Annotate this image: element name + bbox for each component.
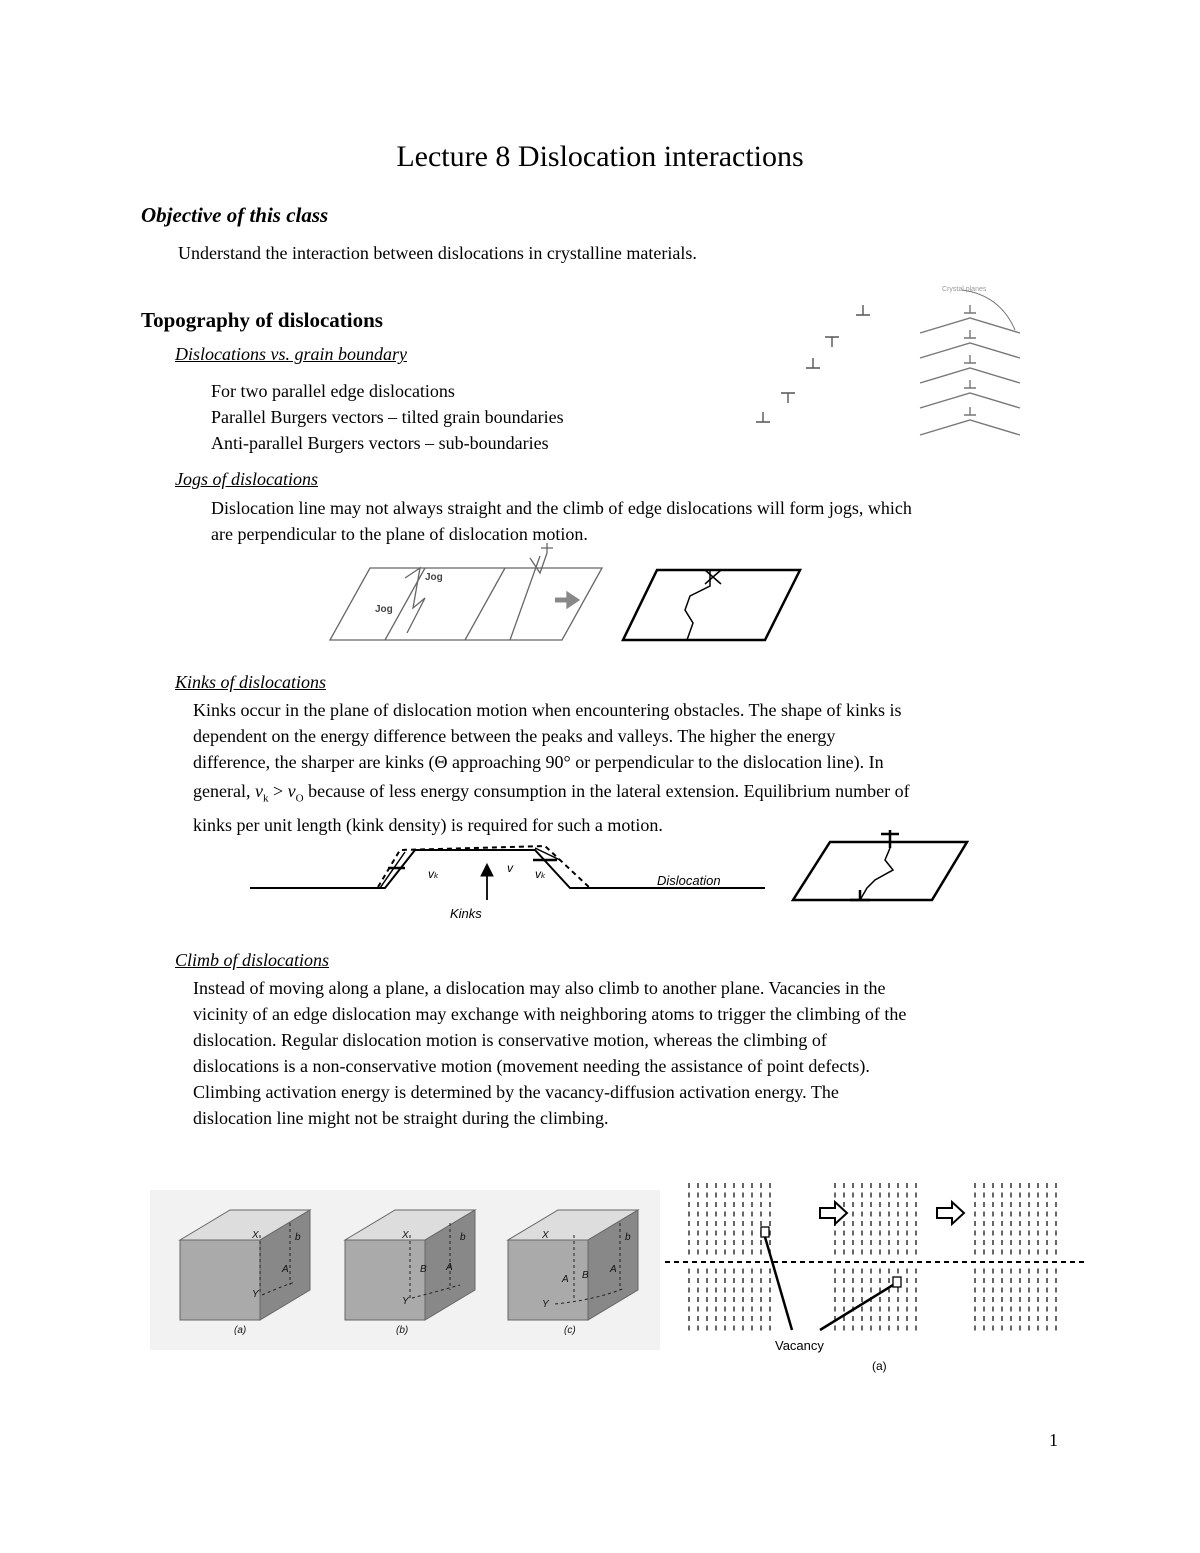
panel-label: (c) <box>564 1325 576 1336</box>
edge-dislocation-symbol <box>856 305 870 315</box>
jogs-line: are perpendicular to the plane of dislocation motion. <box>211 524 588 544</box>
dislocation-line <box>860 848 893 900</box>
jogs-line: Dislocation line may not always straight and the climb of edge dislocations will form jogs, which <box>211 498 912 518</box>
kinks-subheading: Kinks of dislocations <box>175 672 327 692</box>
y-label: Y <box>252 1289 259 1300</box>
a-label: A <box>562 1274 569 1285</box>
v-label: v <box>507 861 513 875</box>
jog-segment <box>405 568 425 633</box>
jog-label: Jog <box>375 604 393 615</box>
grain-boundary-line: For two parallel edge dislocations <box>211 381 455 401</box>
crystal-planes-label: Crystal planes <box>942 286 987 293</box>
objective-heading: Objective of this class <box>141 203 329 227</box>
kinks-line: general, $v_k > v_O$ because of less energy consumption in the lateral extension. Equilibrium number of <box>193 781 910 805</box>
jogs-subheading: Jogs of dislocations <box>175 469 318 489</box>
vk-label: vₖ <box>428 867 440 881</box>
edge-dislocation-symbol <box>806 358 820 368</box>
jog-figure <box>325 548 815 648</box>
climb-block-figure <box>150 1190 660 1350</box>
edge-dislocation-symbol <box>825 337 839 347</box>
climb-line: Climbing activation energy is determined by the vacancy-diffusion activation energy. The <box>193 1082 839 1102</box>
burgers-label: b <box>460 1232 466 1243</box>
dislocation-label: Dislocation <box>657 873 721 888</box>
slip-plane <box>793 842 967 900</box>
x-label: X <box>402 1230 409 1241</box>
climb-subheading: Climb of dislocations <box>175 950 330 970</box>
grain-boundary-line: Anti-parallel Burgers vectors – sub-boundaries <box>211 433 549 453</box>
x-label: X <box>252 1230 259 1241</box>
edge-dislocation-symbol <box>781 393 795 403</box>
kinks-text <box>193 697 910 838</box>
grain-boundary-text <box>211 378 564 456</box>
lattice-caption: (a) <box>872 1359 887 1373</box>
climb-line: dislocations is a non-conservative motion (movement needing the assistance of point defects). <box>193 1056 870 1076</box>
next-arrow-icon <box>820 1202 964 1224</box>
objective-text: Understand the interaction between dislocations in crystalline materials. <box>178 243 697 263</box>
vacancy-label: Vacancy <box>775 1338 824 1353</box>
topography-heading: Topography of dislocations <box>141 308 383 332</box>
climb-line: dislocation. Regular dislocation motion is conservative motion, whereas the climbing of <box>193 1030 827 1050</box>
y-label: Y <box>542 1299 549 1310</box>
y-label: Y <box>402 1296 409 1307</box>
x-label: X <box>542 1230 549 1241</box>
kinks-line: dependent on the energy difference between the peaks and valleys. The higher the energy <box>193 726 836 746</box>
lattice-climb-figure <box>665 1175 1105 1375</box>
climb-line: dislocation line might not be straight during the climbing. <box>193 1108 609 1128</box>
panel-label: (a) <box>234 1325 247 1336</box>
kinks-label: Kinks <box>450 906 482 921</box>
a-label: A <box>446 1262 453 1273</box>
jogs-text <box>211 495 912 547</box>
climb-line: Instead of moving along a plane, a dislocation may also climb to another plane. Vacancies in the <box>193 978 886 998</box>
page-title: Lecture 8 Dislocation interactions <box>396 140 804 173</box>
jog-segment <box>705 570 721 584</box>
slip-plane <box>330 568 602 640</box>
grain-boundary-line: Parallel Burgers vectors – tilted grain boundaries <box>211 407 564 427</box>
grain-boundary-figure <box>740 280 1040 440</box>
dislocation-symbols <box>756 305 870 422</box>
vk-label: vₖ <box>535 867 547 881</box>
a-label: A <box>282 1264 289 1275</box>
displaced-dislocation-line <box>378 846 590 888</box>
panel-label: (b) <box>396 1325 409 1336</box>
b-label: B <box>582 1270 589 1281</box>
a-label: A <box>610 1264 617 1275</box>
jog-label: Jog <box>425 572 443 583</box>
climb-line: vicinity of an edge dislocation may exchange with neighboring atoms to trigger the climbing of the <box>193 1004 907 1024</box>
motion-arrow-head <box>567 592 579 608</box>
atomic-lattice <box>689 1183 1056 1331</box>
kinks-line: difference, the sharper are kinks (Θ approaching 90° or perpendicular to the dislocation line). In <box>193 752 884 772</box>
burgers-label: b <box>295 1232 301 1243</box>
climb-text <box>193 975 906 1131</box>
crystal-plane-lines <box>920 290 1020 435</box>
edge-dislocation-symbol <box>756 412 770 422</box>
kinks-line: Kinks occur in the plane of dislocation motion when encountering obstacles. The shape of kinks is <box>193 700 902 720</box>
page-number: 1 <box>1049 1430 1058 1450</box>
kinks-line: kinks per unit length (kink density) is required for such a motion. <box>193 814 663 835</box>
b-label: B <box>420 1264 427 1275</box>
burgers-label: b <box>625 1232 631 1243</box>
grain-boundary-subheading: Dislocations vs. grain boundary <box>175 344 407 364</box>
dislocation-line <box>685 570 710 640</box>
kinks-figure <box>245 830 975 930</box>
slip-plane <box>623 570 800 640</box>
vacancy-pointer <box>765 1237 893 1330</box>
